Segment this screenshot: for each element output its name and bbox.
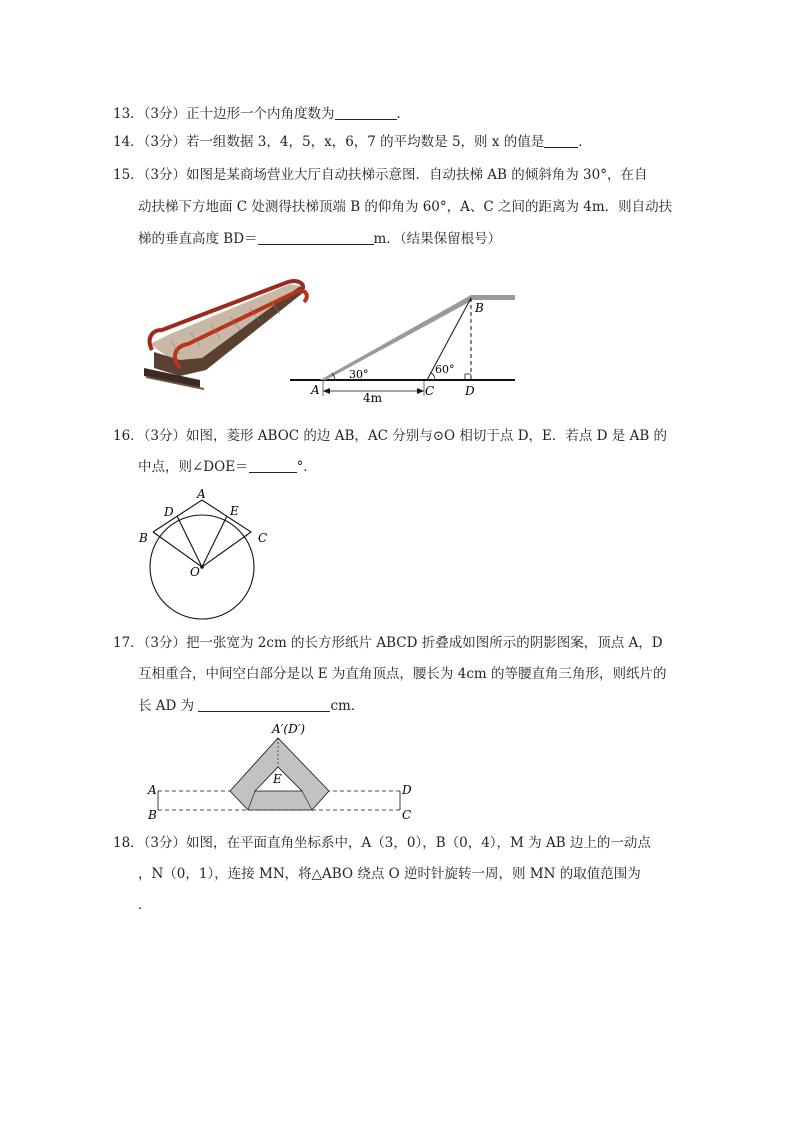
q17-text-b: cm． <box>330 698 365 714</box>
q17-line-2: 互相重合，中间空白部分是以 E 为直角顶点，腰长为 4cm 的等腰直角三角形，则纸片的 <box>138 666 667 682</box>
q13-answer-blank[interactable] <box>335 105 397 120</box>
label-o: O <box>190 565 200 579</box>
label-d: D <box>402 783 412 797</box>
label-e: E <box>230 504 239 518</box>
q13-text: 13．（3分）正十边形一个内角度数为 <box>113 106 335 122</box>
label-d: D <box>465 384 475 398</box>
q18-line-1: 18．（3分）如图，在平面直角坐标系中，A（3，0），B（0，4），M 为 AB 边上的一动点 <box>113 835 651 851</box>
q17-diagram <box>145 722 425 822</box>
label-c: C <box>402 808 412 822</box>
label-dist: 4m <box>363 391 383 405</box>
label-b: B <box>475 301 484 315</box>
q17-line-3 <box>138 696 364 716</box>
label-b: B <box>139 531 148 545</box>
q17-answer-blank[interactable] <box>198 697 330 712</box>
segment-oe <box>202 516 227 567</box>
q14-answer-blank[interactable] <box>544 133 578 148</box>
q13-end: ． <box>396 106 411 122</box>
segment-od <box>177 516 202 567</box>
q13-line <box>113 104 410 124</box>
q15-line-3 <box>138 229 501 249</box>
q15-answer-blank[interactable] <box>258 230 374 245</box>
q15-text-b: m．（结果保留根号） <box>373 231 502 247</box>
label-a: A <box>197 487 206 501</box>
label-d: D <box>164 505 174 519</box>
label-a: A <box>148 783 157 797</box>
q15-diagram <box>285 288 520 403</box>
label-a-prime-d-prime: A′(D′) <box>272 722 306 736</box>
q14-text: 14．（3分）若一组数据 3，4，5，x，6，7 的平均数是 5，则 x 的值是 <box>113 134 545 150</box>
label-c: C <box>258 531 268 545</box>
q16-text-a: 中点，则∠DOE＝ <box>138 459 249 475</box>
q16-line-1: 16．（3分）如图，菱形 ABOC 的边 AB，AC 分别与⊙O 相切于点 D，E．若点 D 是 AB 的 <box>113 428 668 444</box>
q14-end: ． <box>578 134 592 150</box>
q16-line-2 <box>138 457 317 477</box>
label-a: A <box>311 383 320 397</box>
q16-diagram <box>135 485 275 620</box>
q15-line-2: 动扶梯下方地面 C 处测得扶梯顶端 B 的仰角为 60°，A、C 之间的距离为 4m．则自动扶 <box>138 199 673 215</box>
q14-line <box>113 132 592 152</box>
label-e: E <box>273 772 282 786</box>
q15-line-1: 15．（3分）如图是某商场营业大厅自动扶梯示意图．自动扶梯 AB 的倾斜角为 30°，在自 <box>113 167 648 183</box>
label-c: C <box>425 384 435 398</box>
label-angle-60: 60° <box>435 363 455 376</box>
q15-text-a: 梯的垂直高度 BD＝ <box>138 231 258 247</box>
q18-line-2: ，N（0，1），连接 MN，将△ABO 绕点 O 逆时针旋转一周，则 MN 的取值范围为 <box>138 866 641 882</box>
q16-answer-blank[interactable] <box>249 458 297 473</box>
q17-text-a: 长 AD 为 <box>138 698 195 714</box>
q16-text-b: °． <box>296 459 317 475</box>
label-angle-30: 30° <box>349 368 369 381</box>
q18-line-3: ． <box>138 897 152 913</box>
q17-line-1: 17．（3分）把一张宽为 2cm 的长方形纸片 ABCD 折叠成如图所示的阴影图案，顶点 A，D <box>113 635 663 651</box>
label-b: B <box>148 808 157 822</box>
